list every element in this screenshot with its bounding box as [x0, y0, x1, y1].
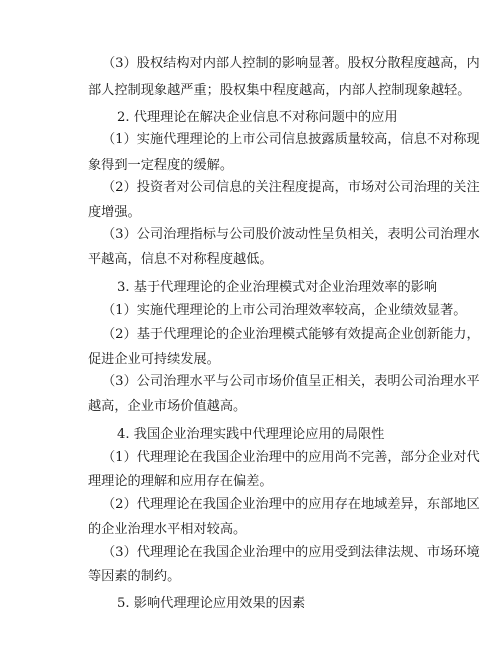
paragraph-line: 的企业治理水平相对较高。 — [88, 522, 247, 537]
section-heading: 2. 代理理论在解决企业信息不对称问题中的应用 — [117, 110, 398, 125]
paragraph-line: （2）投资者对公司信息的关注程度提高，市场对公司治理的关注 — [102, 180, 480, 195]
paragraph-line: （1）代理理论在我国企业治理中的应用尚不完善，部分企业对代 — [102, 450, 480, 465]
paragraph-line: （2）基于代理理论的企业治理模式能够有效提高企业创新能力， — [102, 327, 480, 342]
section-heading: 5. 影响代理理论应用效果的因素 — [117, 596, 306, 611]
paragraph-line: （1）实施代理理论的上市公司信息披露质量较高，信息不对称现 — [102, 132, 480, 147]
section-heading: 4. 我国企业治理实践中代理理论应用的局限性 — [117, 427, 385, 442]
paragraph-line: 等因素的制约。 — [88, 569, 181, 584]
paragraph-line: 部人控制现象越严重；股权集中程度越高，内部人控制现象越轻。 — [88, 83, 471, 98]
paragraph-line: （3）股权结构对内部人控制的影响显著。股权分散程度越高，内 — [102, 56, 480, 71]
paragraph-line: （3）公司治理水平与公司市场价值呈正相关，表明公司治理水平 — [102, 374, 480, 389]
paragraph-line: 象得到一定程度的缓解。 — [88, 158, 234, 173]
paragraph-line: 度增强。 — [88, 205, 141, 220]
paragraph-line: 平越高，信息不对称程度越低。 — [88, 252, 273, 267]
paragraph-line: （3）代理理论在我国企业治理中的应用受到法律法规、市场环境 — [102, 545, 480, 560]
paragraph-line: 理理论的理解和应用存在偏差。 — [88, 474, 273, 489]
paragraph-line: （1）实施代理理论的上市公司治理效率较高，企业绩效显著。 — [102, 303, 467, 318]
paragraph-line: （2）代理理论在我国企业治理中的应用存在地域差异，东部地区 — [102, 497, 480, 512]
paragraph-line: 促进企业可持续发展。 — [88, 352, 220, 367]
section-heading: 3. 基于代理理论的企业治理模式对企业治理效率的影响 — [117, 280, 438, 295]
paragraph-line: （3）公司治理指标与公司股价波动性呈负相关，表明公司治理水 — [102, 227, 480, 242]
paragraph-line: 越高，企业市场价值越高。 — [88, 399, 247, 414]
